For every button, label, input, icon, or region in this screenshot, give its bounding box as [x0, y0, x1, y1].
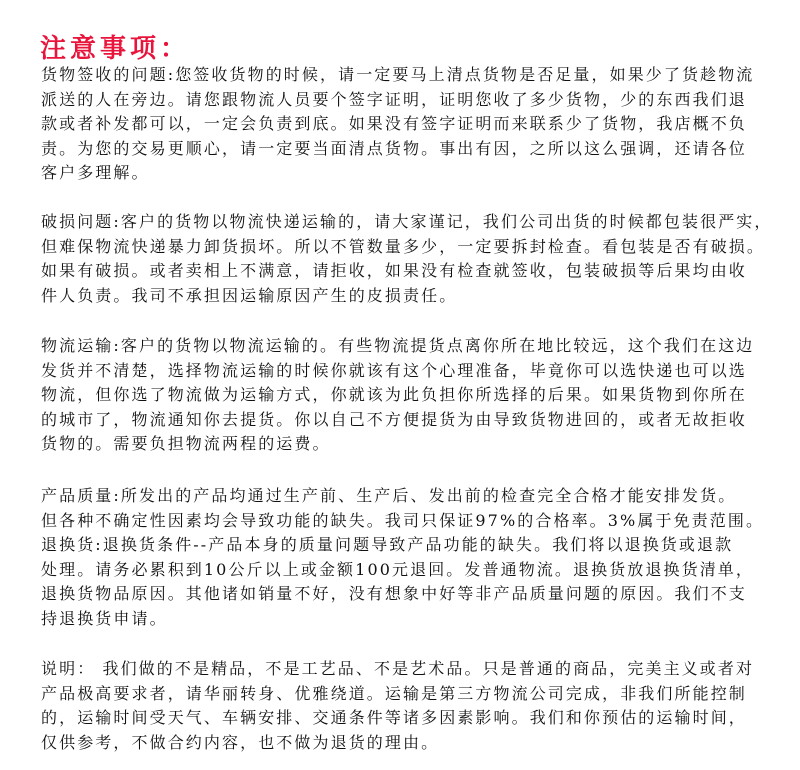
text-line: 款或者补发都可以，一定会负责到底。如果没有签字证明而来联系少了货物，我店概不负 — [41, 114, 747, 134]
text-line: 产品极高要求者，请华丽转身、优雅绕道。运输是第三方物流公司完成，非我们所能控制 — [41, 683, 747, 703]
text-line: 物流，但你选了物流做为运输方式，你就该为此负担你所选择的后果。如果货物到你所在 — [41, 385, 747, 405]
text-line: 持退换货申请。 — [41, 608, 168, 628]
text-line: 的，运输时间受天气、车辆安排、交通条件等诸多因素影响。我们和你预估的运输时间， — [41, 708, 747, 728]
text-line: 发货并不清楚，选择物流运输的时候你就该有这个心理准备，毕竟你可以选快递也可以选 — [41, 360, 747, 380]
text-line: 件人负责。我司不承担因运输原因产生的皮损责任。 — [41, 285, 458, 305]
text-line: 退换货物品原因。其他诸如销量不好，没有想象中好等非产品质量问题的原因。我们不支 — [41, 584, 747, 604]
text-line: 货物签收的问题:您签收货物的时候，请一定要马上清点货物是否足量，如果少了货趁物流 — [41, 65, 755, 84]
text-line: 的城市了，物流通知你去提货。你以自己不方便提货为由导致货物进回的，或者无故拒收 — [41, 409, 747, 429]
paragraph-delivery-receipt — [41, 63, 754, 186]
paragraph-logistics — [41, 334, 754, 457]
paragraph-damage — [41, 210, 773, 308]
text-line: 货物的。需要负担物流两程的运费。 — [41, 434, 331, 454]
text-line: 说明： 我们做的不是精品，不是工艺品、不是艺术品。只是普通的商品，完美主义或者对 — [41, 659, 755, 678]
text-line: 客户多理解。 — [41, 163, 150, 183]
paragraph-note — [41, 657, 754, 755]
text-line: 但难保物流快递暴力卸货损坏。所以不管数量多少，一定要拆封检查。看包装是否有破损。 — [41, 236, 766, 256]
page-title: 注意事项： — [40, 34, 191, 64]
text-line: 物流运输:客户的货物以物流运输的。有些物流提货点离你所在地比较远，这个我们在这边 — [41, 336, 755, 355]
text-line: 产品质量:所发出的产品均通过生产前、生产后、发出前的检查完全合格才能安排发货。 — [41, 486, 737, 505]
text-line: 仅供参考，不做合约内容，也不做为退货的理由。 — [41, 732, 440, 752]
text-line: 退换货:退换货条件--产品本身的质量问题导致产品功能的缺失。我们将以退换货或退款 — [41, 535, 734, 555]
text-line: 责。为您的交易更顺心，请一定要当面清点货物。事出有因，之所以这么强调，还请各位 — [41, 138, 747, 158]
text-line: 如果有破损。或者卖相上不满意，请拒收，如果没有检查就签收，包装破损等后果均由收 — [41, 261, 747, 281]
text-line: 派送的人在旁边。请您跟物流人员要个签字证明，证明您收了多少货物，少的东西我们退 — [41, 89, 747, 109]
text-line: 但各种不确定性因素均会导致功能的缺失。我司只保证97%的合格率。3%属于免责范围。 — [41, 510, 765, 530]
text-line: 破损问题:客户的货物以物流快递运输的，请大家谨记，我们公司出货的时候都包装很严实， — [41, 212, 773, 231]
paragraph-quality-returns — [41, 484, 764, 632]
text-line: 处理。请务必累积到10公斤以上或金额100元退回。发普通物流。退换货放退换货清单， — [41, 559, 754, 579]
